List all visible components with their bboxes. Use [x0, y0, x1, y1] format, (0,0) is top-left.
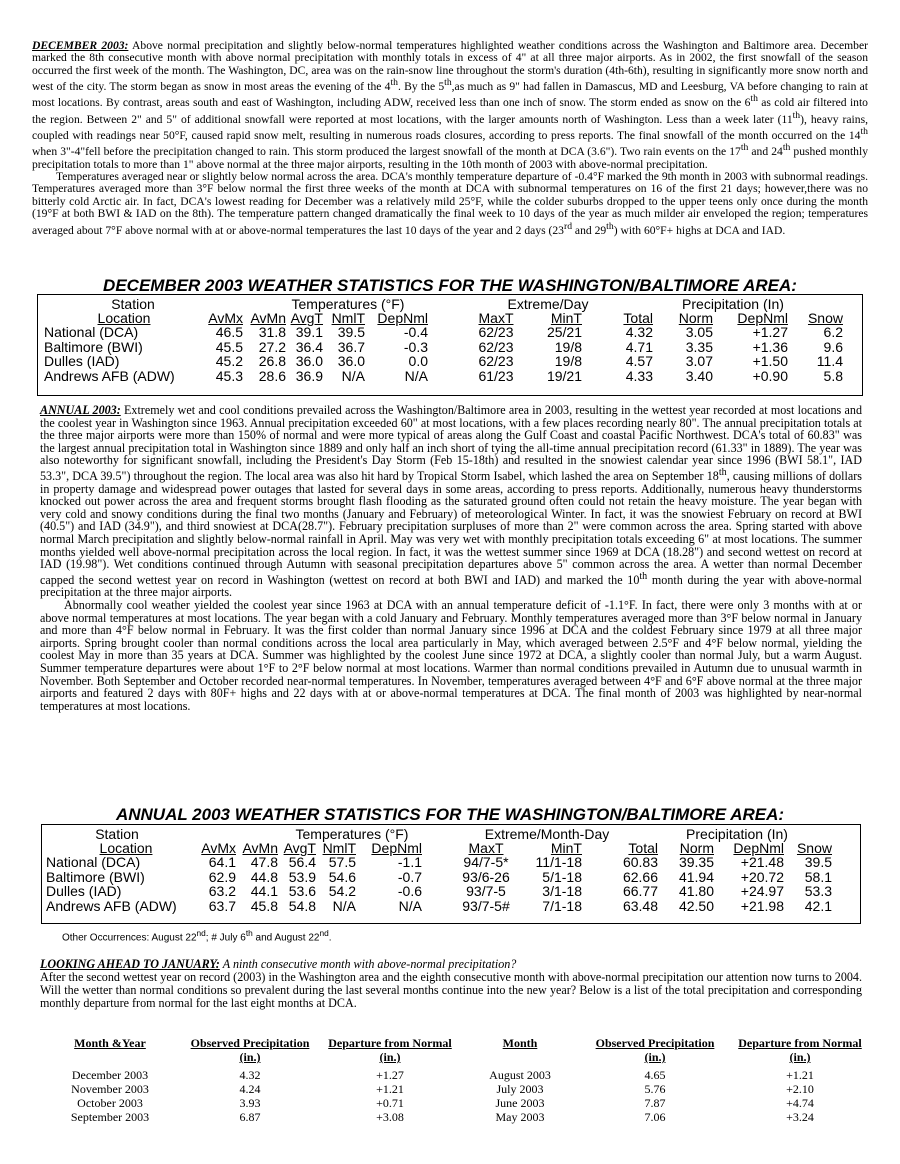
table-cell: 61/23 — [478, 367, 514, 384]
group-header-extreme: Extreme/Month-Day — [484, 826, 610, 842]
table-cell: 28.6 — [258, 367, 286, 384]
table-cell: 42.50 — [678, 897, 714, 914]
table-cell: 45.5 — [215, 338, 243, 355]
table-cell: 5/1-18 — [542, 868, 582, 885]
december-text-1: Above normal precipitation and slightly below-normal temperatures highlighted weather conditions across the Washington and Baltimore area. December marked the 8th consecutive month with above normal precipitation with monthly totals in excess of 4" at all three major airports. As in 2002, the first snowfall of the season occurred the first week of the month. The Washington, DC, area was on the rain-snow line throughout the storm's duration (4th-6th), resulting in significantly more snow north and west of the city. The storm began as snow in most areas the evening of the 4th. By the 5th,as much as 9" had fallen in Damascus, MD and Leesburg, VA before changing to rain at most locations. By contrast, areas south and east of Washington, including ADW, received less than one inch of snow. The storm ended as snow on the 6th as cold air filtered into the region. Between 2" and 5" of additional snowfall were reported at most locations, with the larger amounts north of Washington. Less than a week later (11th), heavy rains, coupled with readings near 50°F, caused rapid snow melt, resulting in numerous roads closures, according to press reports. The final snowfall of the month occurred on the 14th when 3"-4"fell before the precipitation changed to rain. This storm produced the largest snowfall of the month at DCA (3.6"). Two rain events on the 17th and 24th pushed monthly precipitation totals to more than 1" above normal at the three major airports, resulting in the 10th month of 2003 with above-normal precipitation. — [32, 39, 868, 171]
table-cell: 4.57 — [625, 353, 653, 369]
looking-ahead-subheading: A ninth consecutive month with above-normal precipitation? — [222, 957, 517, 971]
table-cell: +1.27 — [752, 324, 788, 340]
table-cell: +21.48 — [740, 854, 784, 870]
table-cell: 27.2 — [258, 338, 286, 355]
table-cell: Baltimore (BWI) — [44, 338, 143, 355]
column-header: Location — [99, 840, 153, 856]
monthly-header-right: Month — [502, 1036, 538, 1050]
column-header: AvMx — [208, 310, 243, 326]
table-cell: 53.9 — [288, 868, 316, 885]
column-header: Total — [623, 310, 653, 326]
column-header: Snow — [807, 310, 843, 326]
monthly-row-cell: July 2003 — [496, 1082, 544, 1096]
table-cell: 5.8 — [823, 367, 843, 384]
monthly-header-right: Departure from Normal (in.) — [738, 1036, 862, 1064]
december-section — [32, 40, 868, 237]
table-cell: N/A — [332, 897, 356, 914]
table-cell: 25/21 — [546, 324, 582, 340]
group-header-station: Station — [111, 296, 155, 312]
table-cell: Baltimore (BWI) — [46, 868, 145, 885]
looking-ahead-text: After the second wettest year on record (2003) in the Washington area and the eighth consecutive month with above-normal precipitation our attention now turns to 2004. Will the wetter than normal conditions so prevalent during the last several months continue into the new year? Below is a list of the total precipitation and corresponding monthly departure from normal for the last eight months at DCA. — [40, 970, 862, 1010]
column-header: Norm — [679, 840, 714, 856]
monthly-header-left: Month &Year — [74, 1036, 146, 1050]
table-cell: 36.0 — [337, 353, 365, 369]
table-cell: 3.35 — [685, 338, 713, 355]
table-cell: -0.3 — [403, 338, 428, 355]
december-stats-title: DECEMBER 2003 WEATHER STATISTICS FOR THE WASHINGTON/BALTIMORE AREA: — [103, 276, 797, 295]
table-cell: 3.07 — [685, 353, 713, 369]
table-cell: Dulles (IAD) — [44, 353, 120, 369]
table-cell: Dulles (IAD) — [46, 883, 122, 899]
december-stats-table — [37, 294, 863, 396]
table-cell: 45.3 — [215, 367, 243, 384]
table-cell: 57.5 — [328, 854, 356, 870]
annual-footnote: Other Occurrences: August 22nd; # July 6th and August 22nd. — [62, 928, 332, 944]
table-cell: 94/7-5* — [463, 854, 509, 870]
monthly-row-cell: 5.76 — [644, 1082, 666, 1096]
annual-text-1: Extremely wet and cool conditions prevailed across the Washington/Baltimore area in 2003, resulting in the wettest year recorded at most locations and the coolest year in Washington since 1963. Annual precipitation exceeded 60" at most locations, with a few places recording nearly 80". The annual precipitation totals at the three major airports were more than 150% of normal and were more typical of areas along the Gulf Coast and coastal Pacific Northwest. DCA's total of 60.83" was the largest annual precipitation total in Washington since 1889 and only half an inch short of tying the all-time annual precipitation record (61.33" in 1889). The year was also noteworthy for significant snowfall, including the President's Day Storm (Feb 15-18th) and resulted in the snowiest calendar year since 1996 (BWI 58.1", IAD 53.3", DCA 39.5") throughout the region. The local area was also hit hard by Tropical Storm Isabel, which lashed the area on September 18th, causing millions of dollars in property damage and widespread power outages that lasted for several days in some areas, according to press reports. Additionally, numerous heavy thunderstorms knocked out power across the area and frequent storms brought flash flooding as the saturated ground often could not retain the heavy moisture. The year began with very cold and snowy conditions during the final two months (January and February) of meteorological Winter. In fact, it was the snowiest February on record at BWI (40.5") and IAD (34.9"), and third snowiest at DCA(28.7"). February precipitation surpluses of more than 2" were common across the area. Spring started with above normal March precipitation and slightly below-normal rainfall in April. May was very wet with monthly precipitation totals exceeding 6" at most locations. The summer months yielded well above-normal precipitation across the local region. In fact, it was the wettest summer since 1969 at DCA (18.28") and second wettest on record at IAD (19.98"). Wet conditions continued through Autumn with seasonal precipitation departures above 5" common across the area. A wetter than normal December capped the second wettest year on record in Washington (wettest on record at both BWI and IAD) and marked the 10th month during the year with above-normal precipitation at the three major airports. — [40, 403, 862, 600]
column-header: Total — [628, 840, 658, 856]
monthly-row-cell: May 2003 — [495, 1110, 545, 1124]
table-cell: 44.1 — [250, 883, 278, 899]
table-cell: -0.4 — [403, 324, 428, 340]
column-header: AvgT — [283, 840, 316, 856]
table-cell: 11.4 — [816, 353, 843, 369]
column-header: AvMn — [242, 840, 278, 856]
monthly-row-cell: November 2003 — [71, 1082, 149, 1096]
table-cell: 54.8 — [288, 897, 316, 914]
table-cell: 46.5 — [215, 324, 243, 340]
table-cell: 7/1-18 — [542, 897, 582, 914]
table-cell: National (DCA) — [44, 324, 139, 340]
table-cell: 56.4 — [288, 854, 316, 870]
table-cell: 0.0 — [408, 353, 428, 369]
monthly-row-cell: +0.71 — [376, 1096, 404, 1110]
table-cell: 93/6-26 — [462, 868, 510, 885]
monthly-header-left: Observed Precipitation (in.) — [190, 1036, 310, 1064]
monthly-row-cell: 4.65 — [644, 1068, 666, 1082]
table-cell: 4.33 — [625, 367, 653, 384]
column-header: DepNml — [737, 310, 788, 326]
looking-ahead-section — [40, 958, 862, 1010]
table-cell: 3.40 — [685, 367, 713, 384]
december-paragraph-1 — [32, 40, 868, 171]
table-cell: -1.1 — [397, 854, 422, 870]
table-cell: 62/23 — [478, 338, 514, 355]
column-header: MinT — [550, 840, 582, 856]
annual-stats-title: ANNUAL 2003 WEATHER STATISTICS FOR THE WASHINGTON/BALTIMORE AREA: — [115, 805, 785, 824]
column-header: DepNml — [733, 840, 784, 856]
table-cell: 93/7-5 — [466, 883, 506, 899]
table-cell: 47.8 — [250, 854, 278, 870]
annual-paragraph-2: Abnormally cool weather yielded the coolest year since 1963 at DCA with an annual temperature deficit of -1.1°F. In fact, there were only 3 months with at or above normal temperatures at most locations. The year began with a cold January and February. Monthly temperatures averaged more than 3°F below normal in January and more than 4°F below normal in February. It was the first colder than normal January since 1996 at DCA and the coldest February since 1979 at all three major airports. Spring brought cooler than normal conditions across the local area particularly in May, which averaged between 2.5°F and 4°F below normal, yielding the coolest May in more than 35 years at DCA. Summer was highlighted by the coolest June since 1972 at DCA, a slightly cooler than normal July, but a warm August. Summer temperature departures were about 1°F to 2°F below normal at most locations. Warmer than normal conditions prevailed in Autumn due to unusual warmth in November. Both September and October recorded near-normal temperatures. In November, temperatures averaged between 4°F and 6°F above normal at the three major airports and featured 2 days with 80F+ highs and 22 days with at or above-normal temperatures at DCA. The final month of 2003 was highlighted by near-normal temperatures at most locations. — [40, 597, 862, 713]
table-cell: -0.7 — [397, 868, 422, 885]
table-cell: 39.5 — [804, 854, 832, 870]
table-cell: +24.97 — [740, 883, 784, 899]
table-cell: 36.7 — [337, 338, 365, 355]
table-cell: 19/8 — [554, 353, 582, 369]
column-header: AvMx — [201, 840, 236, 856]
table-cell: 3.05 — [685, 324, 713, 340]
looking-ahead-heading: LOOKING AHEAD TO JANUARY: — [40, 957, 220, 971]
table-cell: +1.50 — [752, 353, 788, 369]
table-cell: N/A — [398, 897, 422, 914]
column-header: Norm — [678, 310, 713, 326]
monthly-row-cell: 7.06 — [644, 1110, 666, 1124]
group-header-station: Station — [95, 826, 139, 842]
table-cell: 36.9 — [295, 367, 323, 384]
table-cell: 64.1 — [208, 854, 236, 870]
column-header: NmlT — [331, 310, 365, 326]
table-cell: -0.6 — [397, 883, 422, 899]
table-cell: 19/8 — [554, 338, 582, 355]
table-cell: 62/23 — [478, 353, 514, 369]
table-cell: 63.7 — [208, 897, 236, 914]
table-cell: 62/23 — [478, 324, 514, 340]
monthly-row-cell: June 2003 — [495, 1096, 545, 1110]
table-cell: 26.8 — [258, 353, 286, 369]
table-cell: 3/1-18 — [542, 883, 582, 899]
monthly-row-cell: +4.74 — [786, 1096, 814, 1110]
monthly-row-cell: August 2003 — [489, 1068, 551, 1082]
table-cell: 36.4 — [295, 338, 323, 355]
annual-heading: ANNUAL 2003: — [40, 403, 121, 417]
table-cell: 36.0 — [295, 353, 323, 369]
table-cell: 60.83 — [622, 854, 658, 870]
table-cell: 41.94 — [678, 868, 714, 885]
table-cell: +20.72 — [740, 868, 784, 885]
table-cell: +1.36 — [752, 338, 788, 355]
table-cell: +21.98 — [740, 897, 784, 914]
monthly-row-cell: +1.21 — [786, 1068, 814, 1082]
annual-section — [40, 404, 862, 712]
table-cell: 44.8 — [250, 868, 278, 885]
monthly-row-cell: December 2003 — [71, 1068, 149, 1082]
column-header: AvgT — [290, 310, 323, 326]
table-cell: 54.2 — [328, 883, 356, 899]
table-cell: 93/7-5# — [462, 897, 510, 914]
column-header: MaxT — [468, 840, 504, 856]
december-heading: DECEMBER 2003: — [32, 39, 129, 52]
monthly-row-cell: +2.10 — [786, 1082, 814, 1096]
table-cell: 19/21 — [546, 367, 582, 384]
table-cell: 41.80 — [678, 883, 714, 899]
table-cell: 63.48 — [622, 897, 658, 914]
monthly-row-cell: 6.87 — [239, 1110, 261, 1124]
monthly-row-cell: October 2003 — [77, 1096, 143, 1110]
column-header: MinT — [550, 310, 582, 326]
table-cell: 58.1 — [804, 868, 832, 885]
table-cell: 9.6 — [823, 338, 843, 355]
annual-paragraph-1 — [40, 404, 862, 599]
monthly-row-cell: 4.24 — [239, 1082, 261, 1096]
monthly-row-cell: 4.32 — [239, 1068, 261, 1082]
column-header: MaxT — [478, 310, 514, 326]
table-cell: 39.1 — [295, 324, 323, 340]
table-cell: +0.90 — [752, 367, 788, 384]
table-cell: 31.8 — [258, 324, 286, 340]
table-cell: Andrews AFB (ADW) — [46, 897, 177, 914]
table-cell: 53.6 — [288, 883, 316, 899]
table-cell: 11/1-18 — [535, 854, 582, 870]
table-cell: Andrews AFB (ADW) — [44, 367, 175, 384]
table-cell: 62.66 — [622, 868, 658, 885]
monthly-row-cell: +1.27 — [376, 1068, 404, 1082]
table-cell: National (DCA) — [46, 854, 141, 870]
table-cell: 39.35 — [678, 854, 714, 870]
table-cell: 42.1 — [804, 897, 832, 914]
table-cell: 66.77 — [622, 883, 658, 899]
monthly-row-cell: +3.08 — [376, 1110, 404, 1124]
monthly-row-cell: 3.93 — [239, 1096, 261, 1110]
column-header: AvMn — [250, 310, 286, 326]
table-cell: 45.8 — [250, 897, 278, 914]
monthly-header-right: Observed Precipitation (in.) — [595, 1036, 715, 1064]
group-header-temperatures: Temperatures (°F) — [295, 826, 409, 842]
group-header-extreme: Extreme/Day — [507, 296, 589, 312]
column-header: NmlT — [322, 840, 356, 856]
table-cell: 4.32 — [625, 324, 653, 340]
table-cell: 39.5 — [337, 324, 365, 340]
column-header: DepNml — [371, 840, 422, 856]
monthly-row-cell: +3.24 — [786, 1110, 814, 1124]
december-paragraph-2: Temperatures averaged near or slightly below normal across the area. DCA's monthly temperature departure of -0.4°F marked the 9th month in 2003 with subnormal readings. Temperatures averaged more than 3°F below normal the first three weeks of the month at DCA with subnormal temperatures on 16 of the first 21 days; however,there was no bitterly cold Arctic air. In fact, DCA's lowest reading for December was a relatively mild 25°F, while the colder suburbs dropped to the upper teens only once during the month (19°F at both BWI & IAD on the 8th). The temperature pattern changed dramatically the final week to 10 days of the year as much milder air enveloped the region; temperatures averaged about 7°F above normal with at or above-normal temperatures the last 10 days of the year and 2 days (23rd and 29th) with 60°F+ highs at DCA and IAD. — [32, 169, 868, 237]
table-cell: N/A — [341, 367, 365, 384]
group-header-precipitation: Precipitation (In) — [682, 296, 784, 312]
table-cell: 6.2 — [823, 324, 843, 340]
table-cell: 4.71 — [625, 338, 653, 355]
monthly-row-cell: 7.87 — [644, 1096, 666, 1110]
table-cell: 45.2 — [215, 353, 243, 369]
table-cell: 54.6 — [328, 868, 356, 885]
monthly-row-cell: +1.21 — [376, 1082, 404, 1096]
monthly-row-cell: September 2003 — [70, 1110, 150, 1124]
monthly-precip-table — [0, 1036, 900, 1126]
column-header: Snow — [796, 840, 832, 856]
group-header-precipitation: Precipitation (In) — [686, 826, 788, 842]
column-header: Location — [97, 310, 151, 326]
monthly-header-left: Departure from Normal (in.) — [328, 1036, 452, 1064]
table-cell: 62.9 — [208, 868, 236, 885]
column-header: DepNml — [377, 310, 428, 326]
group-header-temperatures: Temperatures (°F) — [291, 296, 405, 312]
table-cell: 63.2 — [208, 883, 236, 899]
annual-stats-table — [41, 824, 861, 924]
table-cell: 53.3 — [804, 883, 832, 899]
table-cell: N/A — [404, 367, 428, 384]
